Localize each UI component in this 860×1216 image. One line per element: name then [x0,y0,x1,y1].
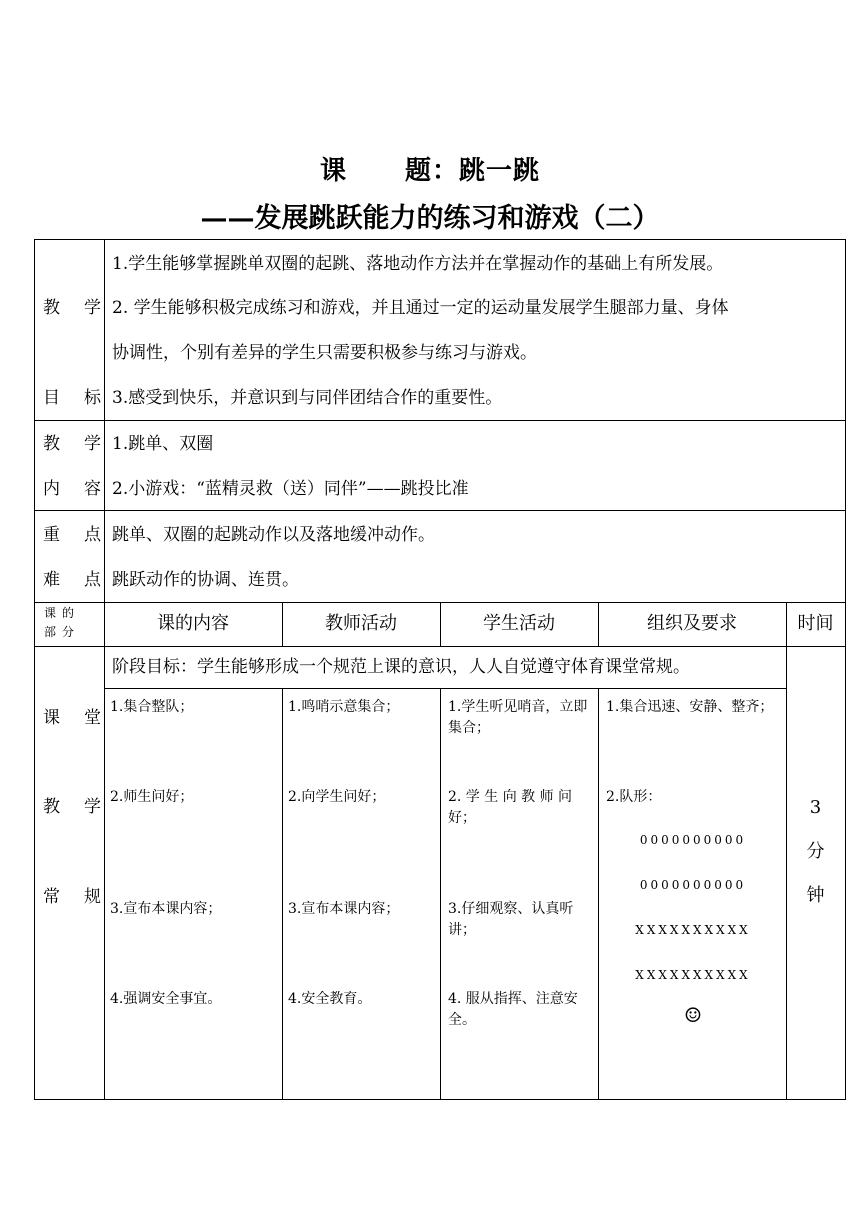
routine-content-item: 4.强调安全事宜。 [110,991,222,1007]
content-label-top: 教学 [43,434,125,454]
time-value: 3 [809,797,822,818]
column-header-time: 时间 [797,613,834,634]
border-row2 [34,510,846,511]
column-header-student: 学生活动 [483,613,555,634]
border-col3 [440,688,441,1100]
column-header-teacher: 教师活动 [325,613,397,634]
border-col1 [104,239,105,1100]
part-header-top: 课的 [44,606,81,620]
formation-row: 0000000000 [639,878,747,892]
border-top [34,239,846,240]
routine-teacher-item: 2.向学生问好； [288,789,386,805]
objective-item: 协调性，个别有差异的学生只需要积极参与练习与游戏。 [112,343,537,363]
objective-item: 1.学生能够掌握跳单双圈的起跳、落地动作方法并在掌握动作的基础上有所发展。 [112,254,724,274]
lesson-subtitle: ——发展跳跃能力的练习和游戏（二） [200,203,660,234]
formation-row: XXXXXXXXXX [635,968,751,982]
routine-content-item: 1.集合整队； [110,699,194,715]
routine-label: 课堂 [43,708,125,728]
formation-row: XXXXXXXXXX [635,923,751,937]
lesson-title [0,150,860,187]
keypoint-item: 跳跃动作的协调、连贯。 [112,570,299,590]
lesson-title-label: 课 [319,156,347,186]
border-row1 [34,420,846,421]
objective-item: 3.感受到快乐，并意识到与同伴团结合作的重要性。 [112,388,503,408]
keypoints-label-bottom: 难点 [43,570,125,590]
routine-teacher-item: 1.鸣哨示意集合； [288,699,400,715]
content-item: 2.小游戏：“蓝精灵救（送）同伴”——跳投比准 [112,479,469,499]
column-header-organization: 组织及要求 [647,613,737,634]
border-left [34,239,35,1100]
border-col4 [598,688,599,1100]
border-stage-goal [104,688,787,689]
objectives-label-top: 教学 [43,298,125,318]
border-row4 [34,646,846,647]
stage-goal: 阶段目标：学生能够形成一个规范上课的意识，人人自觉遵守体育课堂常规。 [112,657,690,677]
routine-teacher-item: 3.宣布本课内容； [288,901,400,917]
keypoints-label-top: 重点 [43,525,125,545]
routine-label: 常规 [43,887,125,907]
content-label-bottom: 内容 [43,479,125,499]
border-right [845,239,846,1100]
routine-student-item: 2. 学 生 向 教 师 问 好； [448,789,573,826]
routine-content-item: 2.师生问好； [110,789,194,805]
objective-item: 2. 学生能够积极完成练习和游戏，并且通过一定的运动量发展学生腿部力量、身体 [112,298,729,318]
lesson-title-text: 题：跳一跳 [405,156,541,186]
teacher-position-icon: ☺ [684,1003,702,1027]
routine-teacher-item: 4.安全教育。 [288,991,372,1007]
routine-content-item: 3.宣布本课内容； [110,901,222,917]
routine-organization-item: 2.队形： [606,789,662,805]
border-col2 [282,688,283,1100]
formation-row: 0000000000 [639,833,747,847]
routine-organization-item: 1.集合迅速、安静、整齐； [606,699,774,715]
routine-label: 教学 [43,797,125,817]
keypoint-item: 跳单、双圈的起跳动作以及落地缓冲动作。 [112,525,435,545]
routine-student-item: 4. 服从指挥、注意安全。 [448,991,578,1028]
time-unit: 钟 [806,885,825,906]
column-header-content: 课的内容 [157,613,229,634]
routine-student-item: 3.仔细观察、认真听讲； [448,901,574,938]
content-item: 1.跳单、双圈 [112,434,214,454]
routine-student-item: 1.学生听见哨音，立即集合； [448,699,588,736]
time-unit: 分 [806,841,825,862]
objectives-label-bottom: 目标 [43,388,125,408]
part-header-bottom: 部分 [44,625,81,639]
